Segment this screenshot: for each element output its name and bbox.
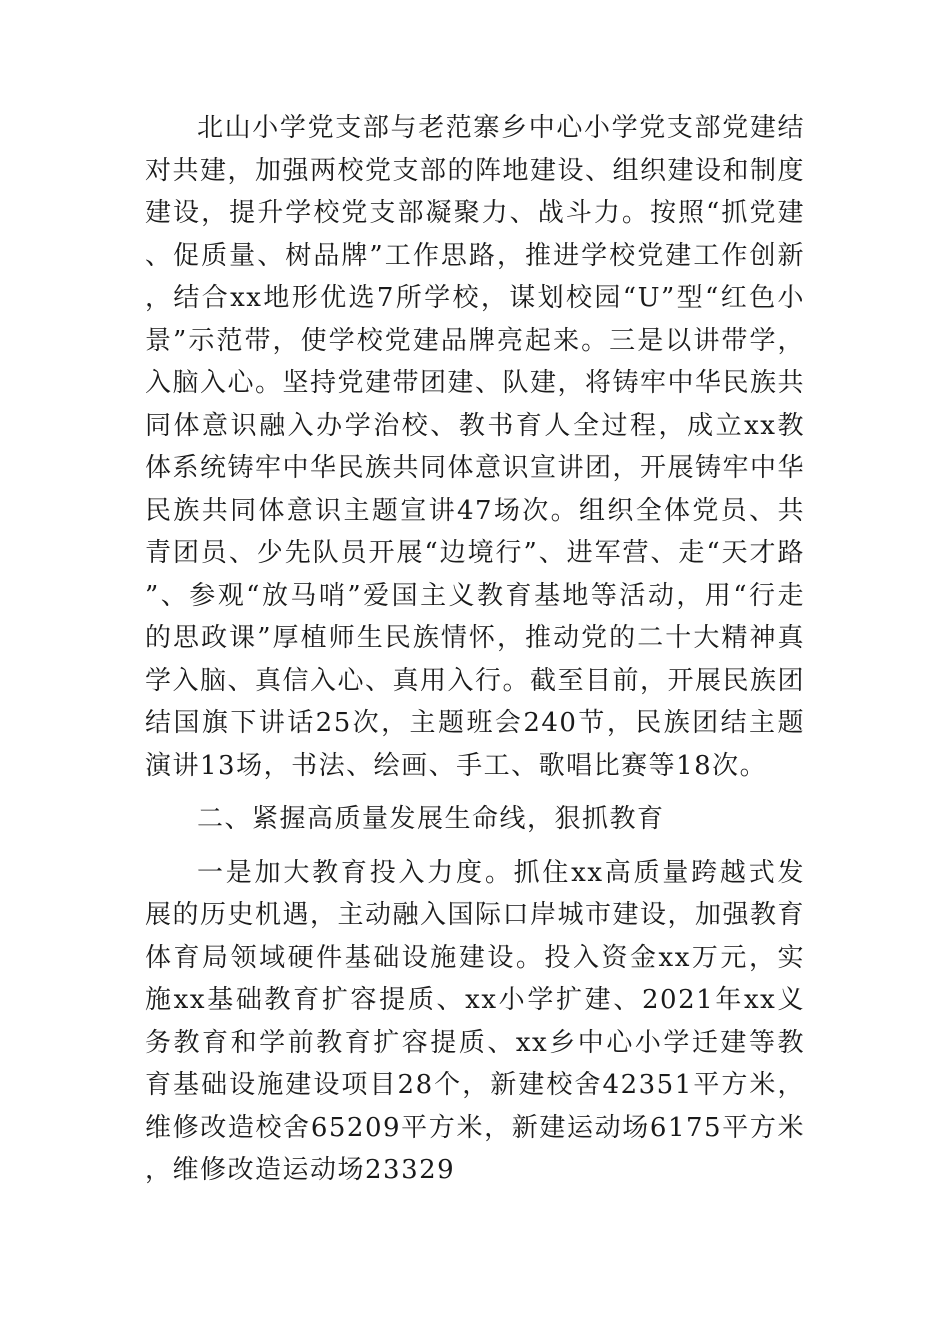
section-heading: 二、紧握高质量发展生命线，狠抓教育 (197, 804, 665, 834)
document-body (145, 107, 805, 1192)
paragraph-education-investment: 一是加大教育投入力度。抓住xx高质量跨越式发展的历史机遇，主动融入国际口岸城市建设，加强教育体育局领域硬件基础设施建设。投入资金xx万元，实施xx基础教育扩容提质、xx小学扩建、2021年xx义务教育和学前教育扩容提质、xx乡中心小学迁建等教育基础设施建设项目28个，新建校舍42351平方米，维修改造校舍65209平方米，新建运动场6175平方米，维修改造运动场23329 (145, 857, 806, 1185)
paragraph-party-building: 北山小学党支部与老范寨乡中心小学党支部党建结对共建，加强两校党支部的阵地建设、组织建设和制度建设，提升学校党支部凝聚力、战斗力。按照“抓党建、促质量、树品牌”工作思路，推进学校党建工作创新，结合xx地形优选7所学校，谋划校园“U”型“红色小景”示范带，使学校党建品牌亮起来。三是以讲带学，入脑入心。坚持党建带团建、队建，将铸牢中华民族共同体意识融入办学治校、教书育人全过程，成立xx教体系统铸牢中华民族共同体意识宣讲团，开展铸牢中华民族共同体意识主题宣讲47场次。组织全体党员、共青团员、少先队员开展“边境行”、进军营、走“天才路”、参观“放马哨”爱国主义教育基地等活动，用“行走的思政课”厚植师生民族情怀，推动党的二十大精神真学入脑、真信入心、真用入行。截至目前，开展民族团结国旗下讲话25次，主题班会240节，民族团结主题演讲13场，书法、绘画、手工、歌唱比赛等18次。 (145, 113, 806, 781)
